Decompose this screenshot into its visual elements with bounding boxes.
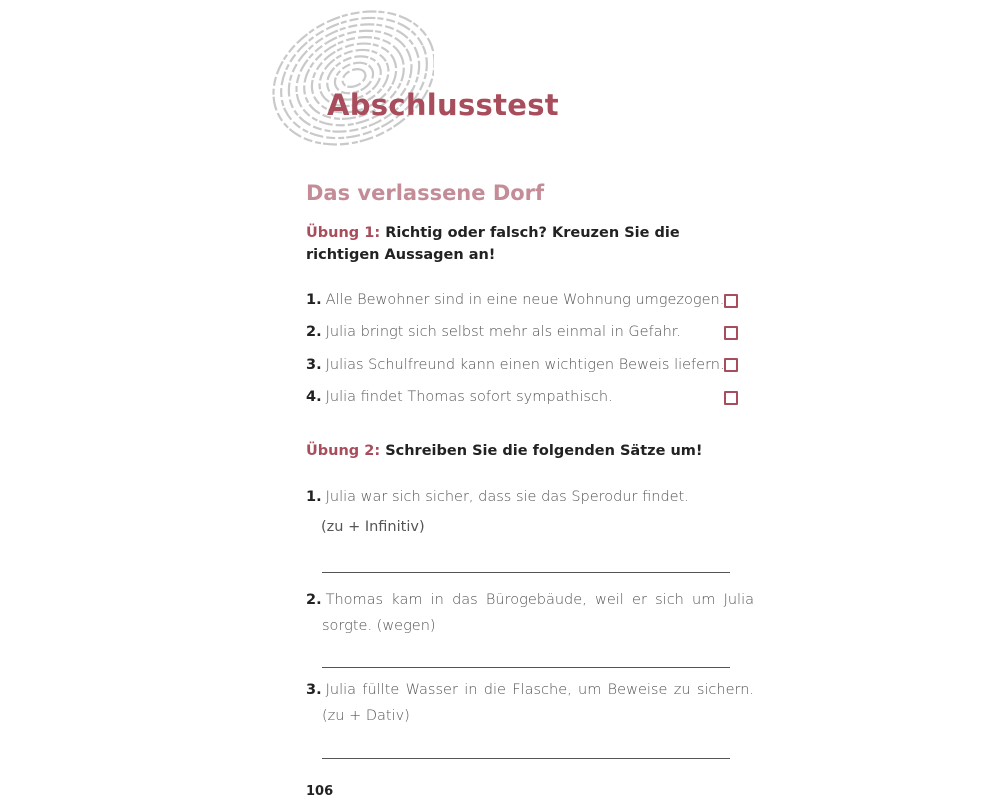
section-title: Das verlassene Dorf — [306, 181, 545, 205]
exercise-1-item — [306, 321, 738, 343]
item-text: Julias Schulfreund kann einen wichtigen Beweis liefern. — [325, 357, 725, 373]
item-hint: (zu + Infinitiv) — [321, 519, 425, 535]
item-number: 1. — [306, 292, 322, 308]
item-number: 1. — [306, 489, 322, 505]
item-number: 2. — [306, 324, 322, 340]
item-text: Julia war sich sicher, dass sie das Sperodur findet. — [325, 489, 689, 505]
exercise-2-text: Schreiben Sie die folgenden Sätze um! — [385, 443, 703, 459]
item-text: Julia bringt sich selbst mehr als einmal in Gefahr. — [325, 324, 681, 340]
checkbox[interactable] — [724, 358, 738, 372]
answer-line[interactable] — [322, 758, 730, 759]
exercise-1-item — [306, 354, 738, 376]
item-text: Julia findet Thomas sofort sympathisch. — [325, 389, 613, 405]
page-number: 106 — [306, 784, 334, 799]
answer-line[interactable] — [322, 572, 730, 573]
item-text: Julia füllte Wasser in die Flasche, um Beweise zu sichern. (zu + Dativ) — [322, 682, 754, 724]
item-number: 4. — [306, 389, 322, 405]
checkbox[interactable] — [724, 391, 738, 405]
exercise-1-item — [306, 386, 738, 408]
checkbox[interactable] — [724, 294, 738, 308]
checkbox[interactable] — [724, 326, 738, 340]
exercise-1-label: Übung 1: — [306, 225, 381, 241]
exercise-1-item — [306, 289, 738, 311]
exercise-2-instruction — [306, 440, 736, 462]
page-title: Abschlusstest — [327, 88, 559, 122]
item-number: 3. — [306, 357, 322, 373]
exercise-2-item — [306, 677, 754, 729]
answer-line[interactable] — [322, 667, 730, 668]
exercise-1-instruction — [306, 222, 736, 266]
exercise-2-item — [306, 587, 754, 639]
item-number: 3. — [306, 682, 322, 698]
item-text: Thomas kam in das Bürogebäude, weil er sich um Julia sorgte. (wegen) — [322, 592, 754, 634]
exercise-2-item — [306, 486, 738, 508]
fingerprint-decoration — [254, 0, 434, 165]
exercise-2-label: Übung 2: — [306, 443, 381, 459]
item-text: Alle Bewohner sind in eine neue Wohnung umgezogen. — [325, 292, 725, 308]
exercise-1-text: Richtig oder falsch? Kreuzen Sie die richtigen Aussagen an! — [306, 225, 680, 263]
item-number: 2. — [306, 592, 322, 608]
